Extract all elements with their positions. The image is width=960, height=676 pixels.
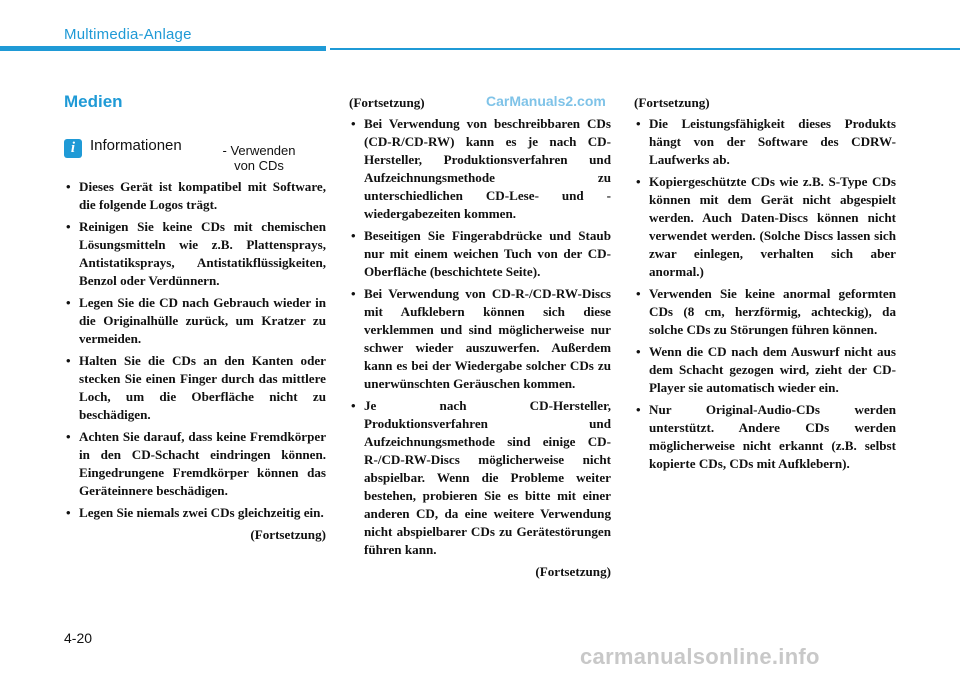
page-number: 4-20 [64,630,93,646]
column-3 [634,94,896,477]
bullet-list-2 [349,115,611,559]
list-item: • Legen Sie die CD nach Gebrauch wieder in die Originalhülle zurück, um Kratzer zu vermeiden. [64,294,326,348]
continuation-note: (Fortsetzung) [535,564,611,579]
watermark-top[interactable]: CarManuals2.com [486,93,606,109]
list-item: • Legen Sie niemals zwei CDs gleichzeitig ein. [64,504,326,522]
list-item: • Reinigen Sie keine CDs mit chemischen Lösungsmitteln wie z.B. Plattensprays, Antistatiksprays, Antistatikflüssigkeiten, Benzol oder Verdünnern. [64,218,326,290]
header-rule-thin [330,48,960,50]
list-item: • Nur Original-Audio-CDs werden unterstützt. Andere CDs werden möglicherweise nicht erkannt (z.B. selbst kopierte CDs, CDs mit Aufklebern). [634,401,896,473]
header-rule-thick [0,46,326,51]
bullet-list-1 [64,178,326,522]
list-item: • Bei Verwendung von CD-R-/CD-RW-Discs mit Aufklebern können sich diese verklemmen und sind möglicherweise nur schwer wieder auszuwerfen. Außerdem kann es bei der Wiedergabe solcher CDs zu unerwünschten Geräuschen kommen. [349,285,611,393]
info-sub-label: - Verwenden von CDs [222,143,296,173]
info-label: Informationen [90,137,182,154]
continuation-note: (Fortsetzung) [349,95,425,110]
list-item: • Bei Verwendung von beschreibbaren CDs (CD-R/CD-RW) kann es je nach CD-Hersteller, Produktionsverfahren und Aufzeichnungsmethode zu unterschiedlichen CD-Lese- und -wiedergabezeiten kommen. [349,115,611,223]
list-item: • Je nach CD-Hersteller, Produktionsverfahren und Aufzeichnungsmethode sind einige CD-R-/CD-RW-Discs möglicherweise nicht abspielbar. Wenn die Probleme weiter bestehen, probieren Sie es bitte mit einer anderen CD, da eine weitere Verwendung nicht abspielbarer CDs zu Gerätestörungen führen kann. [349,397,611,559]
section-title: Multimedia-Anlage [64,26,192,43]
list-item: • Kopiergeschützte CDs wie z.B. S-Type CDs können mit dem Gerät nicht abgespielt werden. Auch Daten-Discs können nicht verwendet werden. (Solche Discs lassen sich zwar einlegen, verhalten sich aber anormal.) [634,173,896,281]
page-heading: Medien [64,92,123,111]
list-item: • Die Leistungsfähigkeit dieses Produkts hängt von der Software des CDRW-Laufwerks ab. [634,115,896,169]
column-2 [349,94,611,581]
list-item: • Dieses Gerät ist kompatibel mit Software, die folgende Logos trägt. [64,178,326,214]
list-item: • Achten Sie darauf, dass keine Fremdkörper in den CD-Schacht eindringen können. Eingedrungene Fremdkörper können das Geräteinnere beschädigen. [64,428,326,500]
info-icon: i [64,139,82,158]
list-item: • Halten Sie die CDs an den Kanten oder stecken Sie einen Finger durch das mittlere Loch, um die Oberfläche nicht zu beschädigen. [64,352,326,424]
bullet-list-3 [634,115,896,473]
list-item: • Beseitigen Sie Fingerabdrücke und Staub nur mit einem weichen Tuch von der CD-Oberfläche (beschichtete Seite). [349,227,611,281]
watermark-bottom[interactable]: carmanualsonline.info [580,644,820,669]
list-item: • Wenn die CD nach dem Auswurf nicht aus dem Schacht gezogen wird, zieht der CD-Player sie automatisch wieder ein. [634,343,896,397]
continuation-note: (Fortsetzung) [634,95,710,110]
column-1 [64,178,326,544]
list-item: • Verwenden Sie keine anormal geformten CDs (8 cm, herzförmig, achteckig), da solche CDs zu Störungen führen können. [634,285,896,339]
continuation-note: (Fortsetzung) [250,527,326,542]
